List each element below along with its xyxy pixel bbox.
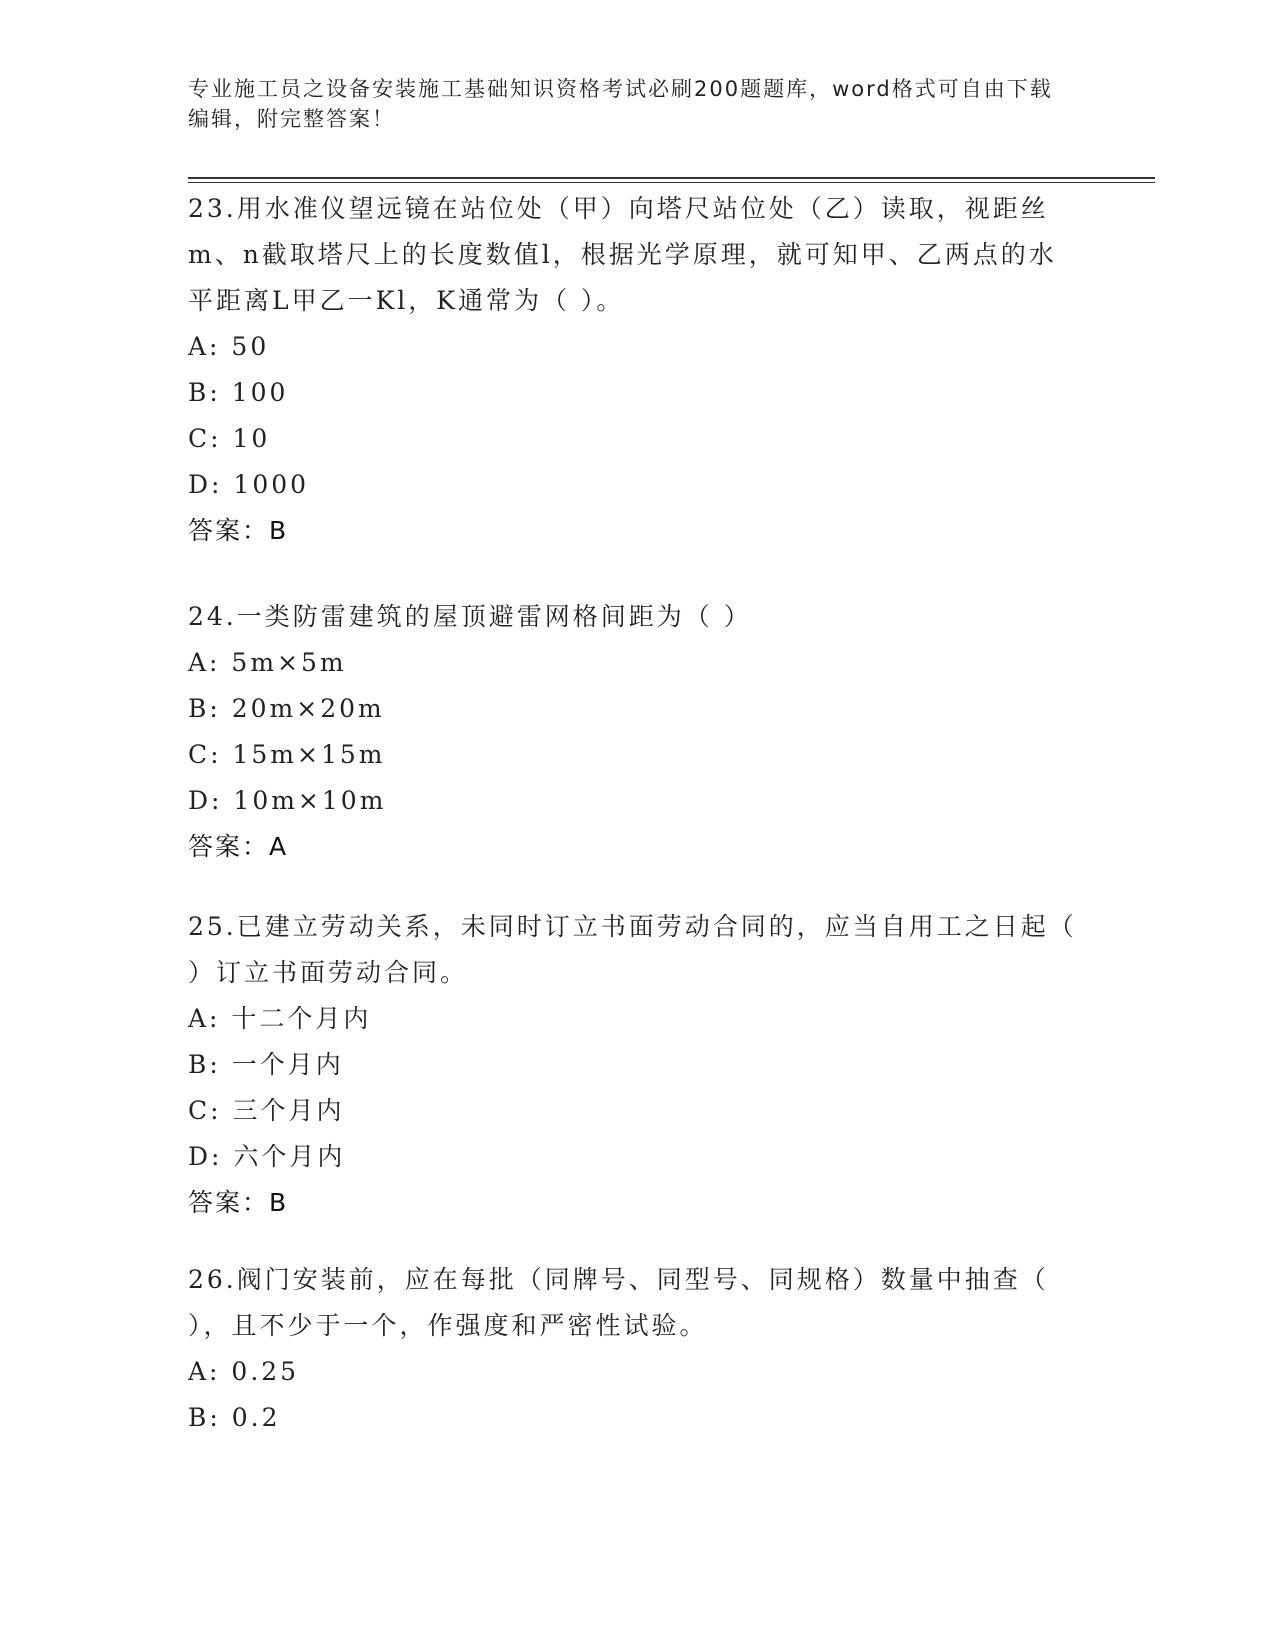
document-header: 专业施工员之设备安装施工基础知识资格考试必刷200题题库，word格式可自由下载编辑，附完整答案！ [188, 77, 1053, 131]
question-text: 24.一类防雷建筑的屋顶避雷网格间距为（ ） [188, 602, 752, 631]
header-divider-thin [188, 182, 1155, 183]
answer: 答案：B [188, 1188, 289, 1217]
option-c: C: 15m×15m [188, 740, 386, 769]
option-b: B: 20m×20m [188, 694, 385, 723]
question-23 [188, 186, 1088, 554]
answer: 答案：B [188, 516, 289, 545]
option-c: C: 三个月内 [188, 1096, 345, 1125]
question-text: 23.用水准仪望远镜在站位处（甲）向塔尺站位处（乙）读取，视距丝m、n截取塔尺上的长度数值l，根据光学原理，就可知甲、乙两点的水平距离L甲乙一Kl，K通常为（ ）。 [188, 194, 1057, 315]
question-25 [188, 904, 1088, 1226]
option-d: D: 六个月内 [188, 1142, 346, 1171]
option-a: A: 0.25 [188, 1357, 300, 1386]
option-a: A: 十二个月内 [188, 1004, 372, 1033]
option-d: D: 10m×10m [188, 786, 387, 815]
option-b: B: 100 [188, 378, 289, 407]
answer: 答案：A [188, 832, 289, 861]
header-divider-thick [188, 177, 1155, 179]
question-24 [188, 594, 1088, 870]
option-c: C: 10 [188, 424, 271, 453]
option-a: A: 5m×5m [188, 648, 347, 677]
question-26 [188, 1257, 1088, 1441]
option-a: A: 50 [188, 332, 270, 361]
question-text: 26.阀门安装前，应在每批（同牌号、同型号、同规格）数量中抽查（ ），且不少于一个，作强度和严密性试验。 [188, 1265, 1049, 1340]
option-d: D: 1000 [188, 470, 310, 499]
option-b: B: 0.2 [188, 1403, 281, 1432]
question-text: 25.已建立劳动关系，未同时订立书面劳动合同的，应当自用工之日起（ ）订立书面劳动合同。 [188, 912, 1077, 987]
option-b: B: 一个月内 [188, 1050, 344, 1079]
